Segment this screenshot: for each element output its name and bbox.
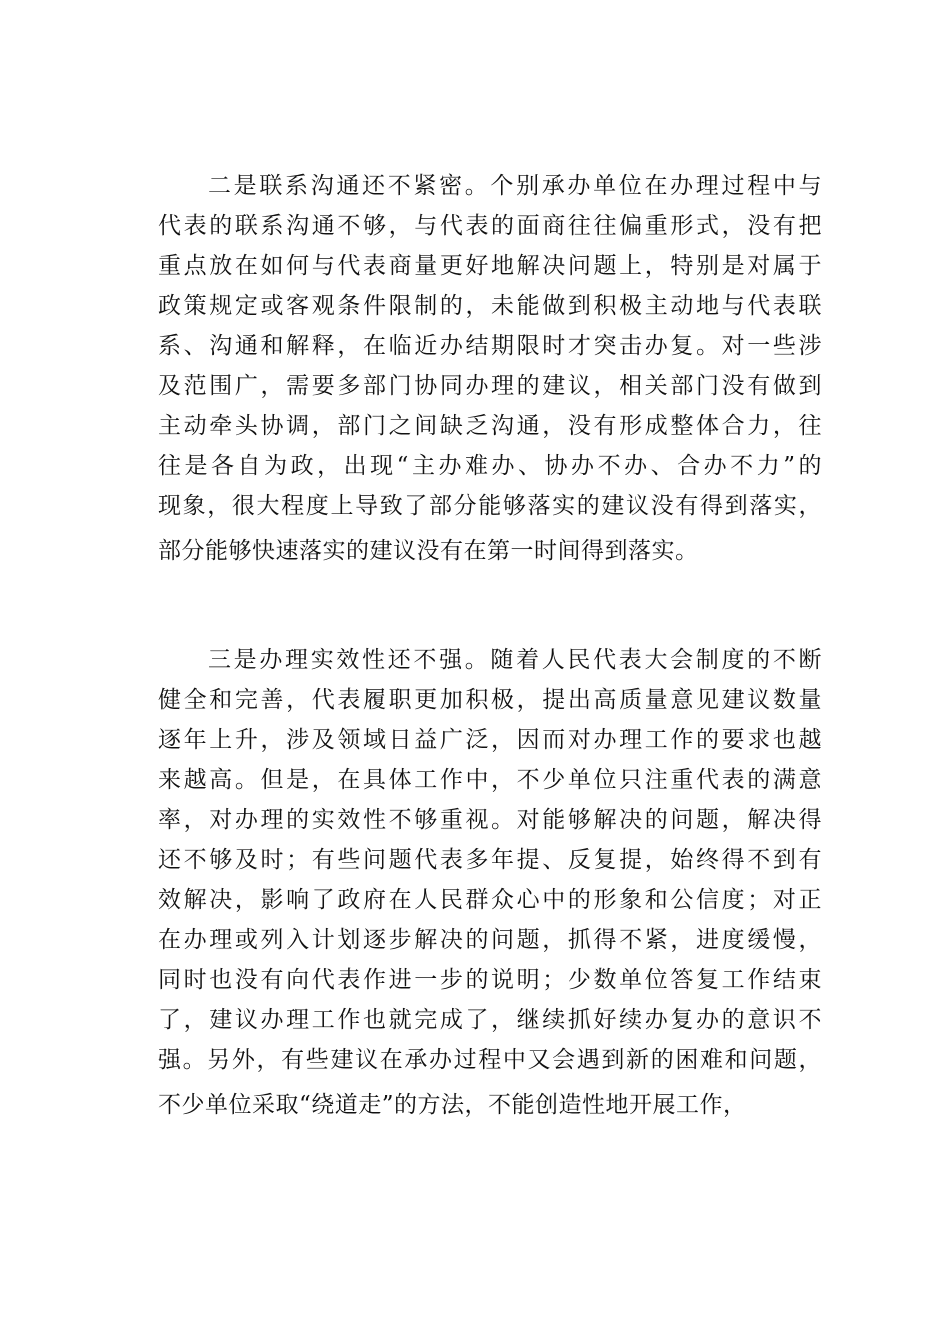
paragraph-line: 在办理或列入计划逐步解决的问题，抓得不紧，进度缓慢， (158, 927, 822, 953)
paragraph-line: 系、沟通和解释，在临近办结期限时才突击办复。对一些涉 (158, 333, 822, 359)
paragraph-line: 逐年上升，涉及领域日益广泛，因而对办理工作的要求也越 (158, 727, 822, 753)
paragraph-line: 现象，很大程度上导致了部分能够落实的建议没有得到落实， (158, 493, 822, 519)
paragraph-line: 还不够及时；有些问题代表多年提、反复提，始终得不到有 (158, 847, 822, 873)
paragraph-line: 及范围广，需要多部门协同办理的建议，相关部门没有做到 (158, 373, 822, 399)
paragraph-line: 代表的联系沟通不够，与代表的面商往往偏重形式，没有把 (158, 213, 822, 239)
paragraph-contact-communication (158, 166, 822, 571)
paragraph-line: 强。另外，有些建议在承办过程中又会遇到新的困难和问题， (158, 1047, 822, 1073)
paragraph-line: 主动牵头协调，部门之间缺乏沟通，没有形成整体合力，往 (158, 413, 822, 439)
paragraph-line: 了，建议办理工作也就完成了，继续抓好续办复办的意识不 (158, 1007, 822, 1033)
paragraph-line: 健全和完善，代表履职更加积极，提出高质量意见建议数量 (158, 687, 822, 713)
paragraph-line: 来越高。但是，在具体工作中，不少单位只注重代表的满意 (158, 767, 822, 793)
paragraph-line: 往是各自为政，出现“主办难办、协办不办、合办不力”的 (158, 453, 822, 479)
paragraph-line: 同时也没有向代表作进一步的说明；少数单位答复工作结束 (158, 967, 822, 993)
paragraph-line: 二是联系沟通还不紧密。个别承办单位在办理过程中与 (208, 173, 822, 199)
paragraph-line: 效解决，影响了政府在人民群众心中的形象和公信度；对正 (158, 887, 822, 913)
paragraph-line: 不少单位采取“绕道走”的方法，不能创造性地开展工作， (158, 1092, 747, 1118)
paragraph-handling-effectiveness (158, 640, 822, 1125)
paragraph-line: 率，对办理的实效性不够重视。对能够解决的问题，解决得 (158, 807, 822, 833)
paragraph-line: 部分能够快速落实的建议没有在第一时间得到落实。 (158, 538, 699, 564)
paragraph-line: 重点放在如何与代表商量更好地解决问题上，特别是对属于 (158, 253, 822, 279)
paragraph-line: 政策规定或客观条件限制的，未能做到积极主动地与代表联 (158, 293, 822, 319)
paragraph-line: 三是办理实效性还不强。随着人民代表大会制度的不断 (208, 647, 822, 673)
